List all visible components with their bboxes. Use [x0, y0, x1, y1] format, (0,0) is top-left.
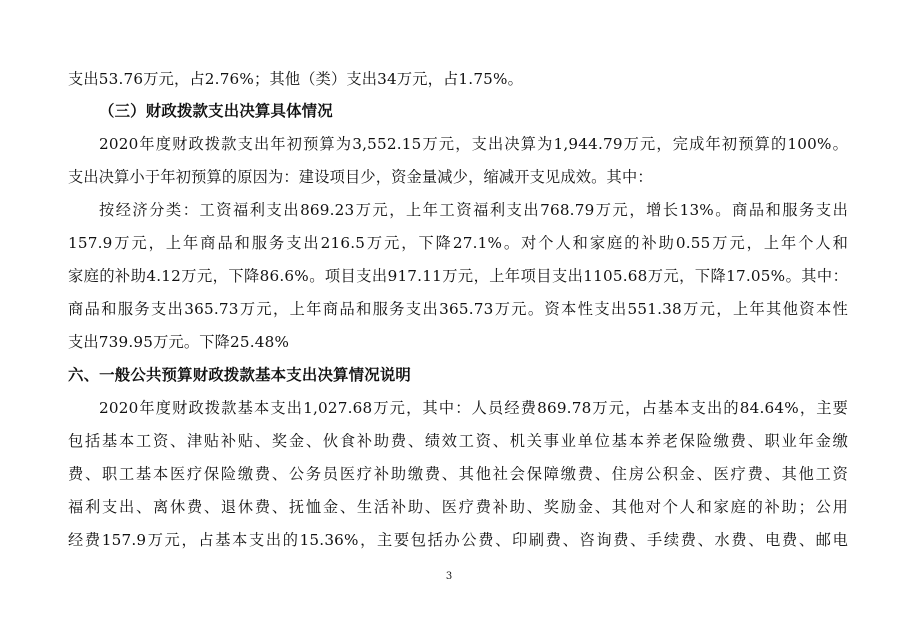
paragraph-line: 家庭的补助4.12万元，下降86.6%。项目支出917.11万元，上年项目支出1105.68万元，下降17.05%。其中： [68, 267, 848, 285]
page-number: 3 [445, 571, 453, 582]
paragraph-line: 2020年度财政拨款支出年初预算为3,552.15万元，支出决算为1,944.79万元，完成年初预算的100%。 [99, 135, 848, 153]
section-heading: （三）财政拨款支出决算具体情况 [99, 102, 333, 120]
paragraph-line: 支出决算小于年初预算的原因为：建设项目少，资金量减少，缩减开支见成效。其中： [68, 168, 653, 186]
paragraph-line: 157.9万元，上年商品和服务支出216.5万元，下降27.1%。对个人和家庭的补助0.55万元，上年个人和 [68, 234, 848, 252]
paragraph-line: 包括基本工资、津贴补贴、奖金、伙食补助费、绩效工资、机关事业单位基本养老保险缴费、职业年金缴 [68, 432, 848, 450]
paragraph-line: 费、职工基本医疗保险缴费、公务员医疗补助缴费、其他社会保障缴费、住房公积金、医疗费、其他工资 [68, 465, 848, 483]
paragraph-line: 经费157.9万元，占基本支出的15.36%，主要包括办公费、印刷费、咨询费、手续费、水费、电费、邮电 [68, 531, 848, 549]
paragraph-line: 2020年度财政拨款基本支出1,027.68万元，其中：人员经费869.78万元，占基本支出的84.64%，主要 [99, 399, 848, 417]
paragraph-line: 商品和服务支出365.73万元，上年商品和服务支出365.73万元。资本性支出551.38万元，上年其他资本性 [68, 300, 848, 318]
paragraph-line: 支出53.76万元，占2.76%；其他（类）支出34万元，占1.75%。 [68, 70, 524, 88]
paragraph-line: 按经济分类：工资福利支出869.23万元，上年工资福利支出768.79万元，增长13%。商品和服务支出 [99, 201, 848, 219]
paragraph-line: 福利支出、离休费、退休费、抚恤金、生活补助、医疗费补助、奖励金、其他对个人和家庭的补助；公用 [68, 498, 848, 516]
paragraph-line: 支出739.95万元。下降25.48% [68, 333, 290, 351]
section-heading: 六、一般公共预算财政拨款基本支出决算情况说明 [68, 366, 411, 384]
